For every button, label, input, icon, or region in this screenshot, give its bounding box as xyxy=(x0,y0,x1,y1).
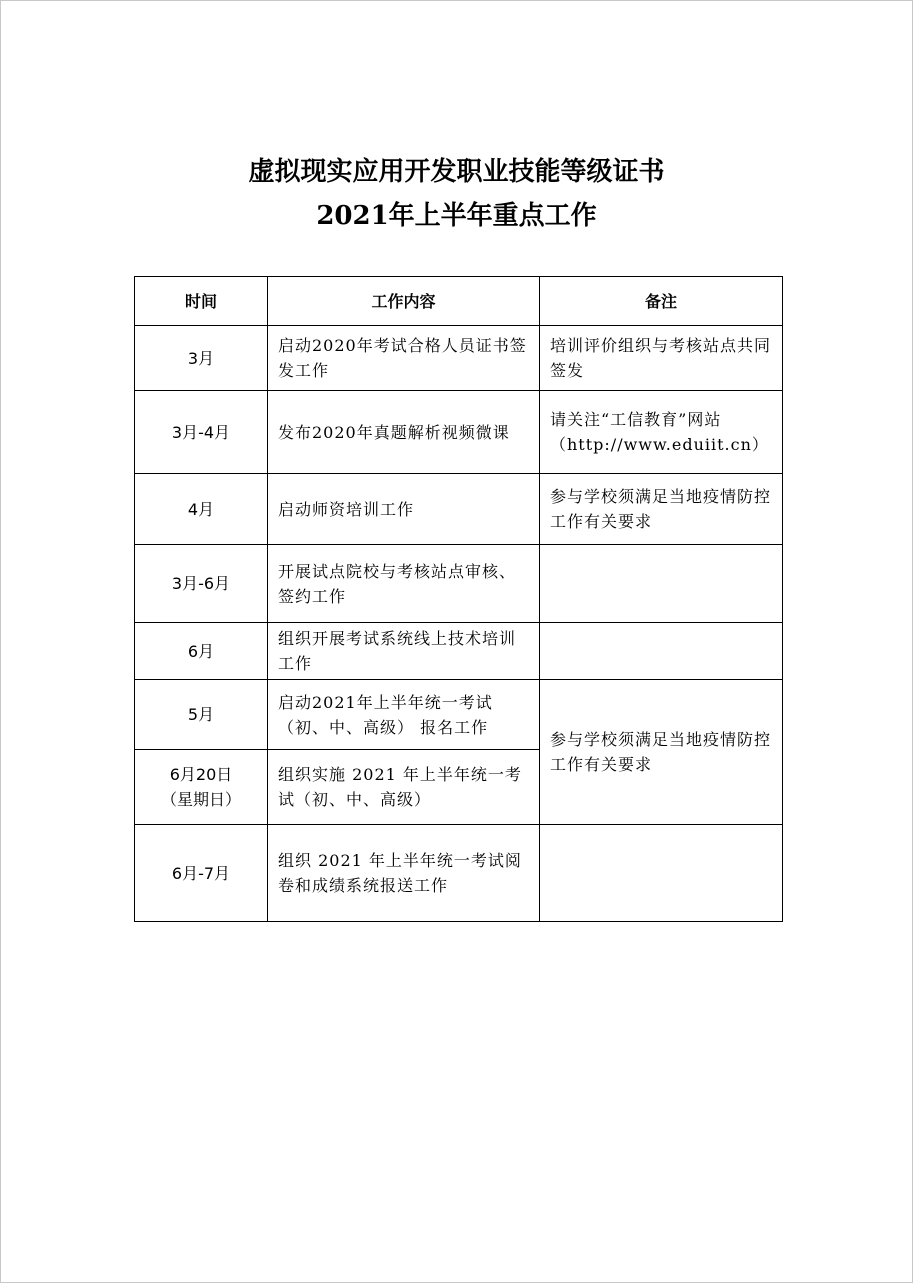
table-row xyxy=(135,623,783,680)
table-row xyxy=(135,680,783,750)
cell-content: 发布2020年真题解析视频微课 xyxy=(268,391,540,474)
header-time: 时间 xyxy=(135,277,268,326)
cell-note xyxy=(540,545,783,623)
table-row xyxy=(135,326,783,391)
cell-content: 组织 2021 年上半年统一考试阅卷和成绩系统报送工作 xyxy=(268,825,540,922)
work-plan-table xyxy=(134,276,783,922)
table-row xyxy=(135,825,783,922)
cell-note xyxy=(540,623,783,680)
table-row xyxy=(135,391,783,474)
cell-content: 组织实施 2021 年上半年统一考试（初、中、高级） xyxy=(268,750,540,825)
cell-note xyxy=(540,391,783,474)
cell-content: 开展试点院校与考核站点审核、签约工作 xyxy=(268,545,540,623)
cell-time xyxy=(135,750,268,825)
document-subtitle: 2021年上半年重点工作 xyxy=(316,201,597,231)
table-header-row xyxy=(135,277,783,326)
cell-note xyxy=(540,825,783,922)
cell-content: 组织开展考试系统线上技术培训工作 xyxy=(268,623,540,680)
cell-time: 6月 xyxy=(135,623,268,680)
header-content: 工作内容 xyxy=(268,277,540,326)
cell-time: 4月 xyxy=(135,474,268,545)
document-title: 虚拟现实应用开发职业技能等级证书 xyxy=(248,157,665,187)
table-row xyxy=(135,474,783,545)
time-line: 6月20日 xyxy=(169,765,233,784)
cell-note: 参与学校须满足当地疫情防控工作有关要求 xyxy=(540,474,783,545)
cell-time: 5月 xyxy=(135,680,268,750)
cell-note: 培训评价组织与考核站点共同签发 xyxy=(540,326,783,391)
table-row xyxy=(135,545,783,623)
cell-time: 3月-6月 xyxy=(135,545,268,623)
cell-time: 3月 xyxy=(135,326,268,391)
cell-time: 6月-7月 xyxy=(135,825,268,922)
cell-note-merged: 参与学校须满足当地疫情防控工作有关要求 xyxy=(540,680,783,825)
cell-content: 启动2020年考试合格人员证书签发工作 xyxy=(268,326,540,391)
header-note: 备注 xyxy=(540,277,783,326)
note-line: 请关注“工信教育”网站 xyxy=(550,410,722,429)
website-link[interactable]: （http://www.eduiit.cn） xyxy=(550,435,769,454)
cell-content: 启动师资培训工作 xyxy=(268,474,540,545)
time-line: （星期日） xyxy=(160,790,241,809)
cell-time: 3月-4月 xyxy=(135,391,268,474)
cell-content: 启动2021年上半年统一考试（初、中、高级） 报名工作 xyxy=(268,680,540,750)
